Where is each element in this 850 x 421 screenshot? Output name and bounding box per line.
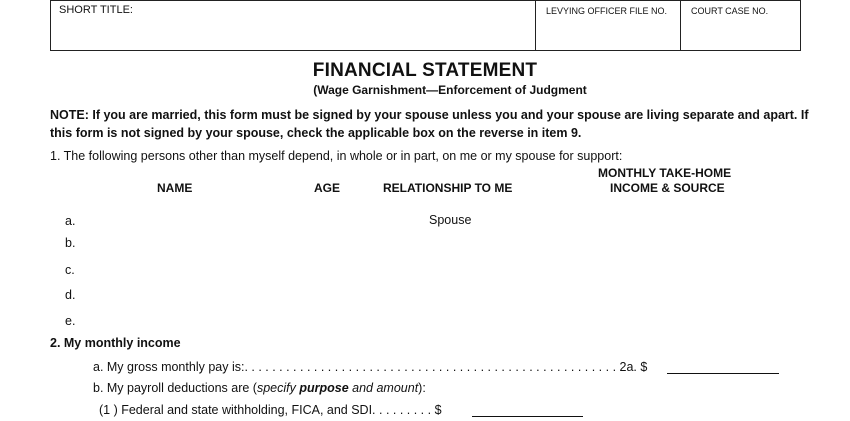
- form-subtitle: (Wage Garnishment—Enforcement of Judgment: [313, 83, 587, 97]
- col-header-relationship: RELATIONSHIP TO ME: [383, 181, 513, 195]
- col-header-age: AGE: [314, 181, 341, 195]
- row-letter: d.: [65, 288, 76, 302]
- row-letter: b.: [65, 236, 76, 250]
- levying-officer-file-label: LEVYING OFFICER FILE NO.: [546, 6, 668, 16]
- item1-dependents-text: 1. The following persons other than myself depend, in whole or in part, on me or my spouse for support:: [50, 149, 623, 163]
- row-relationship[interactable]: Spouse: [429, 213, 472, 227]
- col-header-name: NAME: [157, 181, 193, 195]
- gross-pay-field[interactable]: [667, 373, 779, 374]
- married-note: NOTE: If you are married, this form must be signed by your spouse unless you and your spouse are living separate and apart. If this form is not signed by your spouse, check the applicable box on the reverse in item 9.: [50, 108, 809, 140]
- levying-officer-file-box[interactable]: [535, 0, 681, 51]
- item2b1-withholding: (1 ) Federal and state withholding, FICA, and SDI. . . . . . . . . $: [99, 403, 442, 417]
- row-letter: c.: [65, 263, 75, 277]
- withholding-field[interactable]: [472, 416, 583, 417]
- item2b-and-amount: and amount: [348, 381, 419, 395]
- short-title-box[interactable]: [50, 0, 536, 51]
- col-header-income-line1: MONTHLY TAKE-HOME: [598, 166, 732, 180]
- item2b-suffix: ):: [418, 381, 426, 395]
- item2b-prefix: b. My payroll deductions are (: [93, 381, 257, 395]
- item2a-gross-pay: a. My gross monthly pay is:. . . . . . . . . . . . . . . . . . . . . . . . . . . . . . . . . . . . . . . . . . . . . . . . . . . . . . 2a. $: [93, 360, 648, 374]
- short-title-label: SHORT TITLE:: [59, 4, 133, 16]
- item2-heading: 2. My monthly income: [50, 336, 181, 350]
- col-header-income-line2: INCOME & SOURCE: [610, 181, 725, 195]
- row-letter: e.: [65, 314, 76, 328]
- item2b-specify: specify: [256, 381, 300, 395]
- court-case-label: COURT CASE NO.: [691, 6, 769, 16]
- item2b-purpose: purpose: [299, 381, 349, 395]
- form-title: FINANCIAL STATEMENT: [312, 60, 538, 81]
- row-letter: a.: [65, 214, 76, 228]
- item2b-deductions: [93, 381, 426, 395]
- court-case-box[interactable]: [680, 0, 801, 51]
